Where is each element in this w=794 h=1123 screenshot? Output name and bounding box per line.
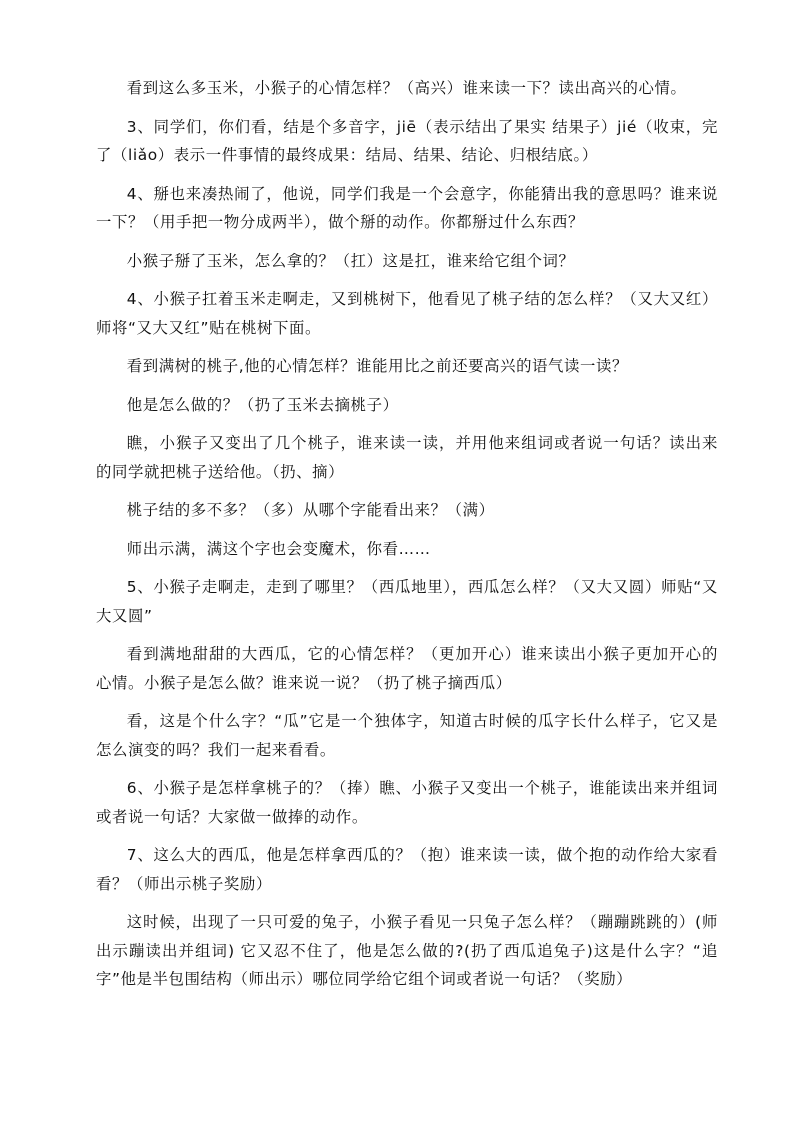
paragraph: 看到满地甜甜的大西瓜，它的心情怎样？（更加开心）谁来读出小猴子更加开心的心情。小猴子是怎么做？谁来说一说？（扔了桃子摘西瓜） <box>96 645 718 692</box>
paragraph: 看到满树的桃子,他的心情怎样？谁能用比之前还要高兴的语气读一读？ <box>126 357 628 375</box>
paragraph: 他是怎么做的？（扔了玉米去摘桃子） <box>126 395 399 414</box>
paragraph: 瞧，小猴子又变出了几个桃子，谁来读一读，并用他来组词或者说一句话？读出来的同学就把桃子送给他。（扔、摘） <box>96 434 718 481</box>
paragraph: 看到这么多玉米，小猴子的心情怎样？（高兴）谁来读一下？读出高兴的心情。 <box>126 79 687 97</box>
paragraph: 4、掰也来凑热闹了，他说，同学们我是一个会意字，你能猜出我的意思吗？谁来说一下？（用手把一物分成两半），做个掰的动作。你都掰过什么东西？ <box>96 184 718 231</box>
paragraph: 5、小猴子走啊走，走到了哪里？（西瓜地里），西瓜怎么样？（又大又圆）师贴“又大又圆” <box>96 578 718 625</box>
paragraph: 桃子结的多不多？（多）从哪个字能看出来？（满） <box>126 501 495 519</box>
paragraph: 4、小猴子扛着玉米走啊走，又到桃树下，他看见了桃子结的怎么样？（又大又红）师将“又大又红”贴在桃树下面。 <box>96 290 718 337</box>
paragraph: 小猴子掰了玉米，怎么拿的？（扛）这是扛，谁来给它组个词？ <box>126 251 575 270</box>
paragraph: 6、小猴子是怎样拿桃子的？（捧）瞧、小猴子又变出一个桃子，谁能读出来并组词或者说一句话？大家做一做捧的动作。 <box>96 779 718 826</box>
paragraph: 师出示满，满这个字也会变魔术，你看…… <box>126 539 431 558</box>
paragraph: 看，这是个什么字？“瓜”它是一个独体字，知道古时候的瓜字长什么样子，它又是怎么演变的吗？我们一起来看看。 <box>96 712 718 759</box>
paragraph: 7、这么大的西瓜，他是怎样拿西瓜的？（抱）谁来读一读，做个抱的动作给大家看看？（师出示桃子奖励） <box>96 846 718 893</box>
paragraph: 3、同学们，你们看，结是个多音字，jiē（表示结出了果实 结果子）jié（收束，完了（liǎo）表示一件事情的最终成果：结局、结果、结论、归根结底。） <box>96 117 718 164</box>
document-body <box>96 74 718 1004</box>
paragraph: 这时候，出现了一只可爱的兔子，小猴子看见一只兔子怎么样？（蹦蹦跳跳的）(师出示蹦读出并组词) 它又忍不住了，他是怎么做的?(扔了西瓜追兔子)这是什么字？“追字”他是半包围结构（师出示）哪位同学给它组个词或者说一句话？（奖励） <box>96 913 718 988</box>
